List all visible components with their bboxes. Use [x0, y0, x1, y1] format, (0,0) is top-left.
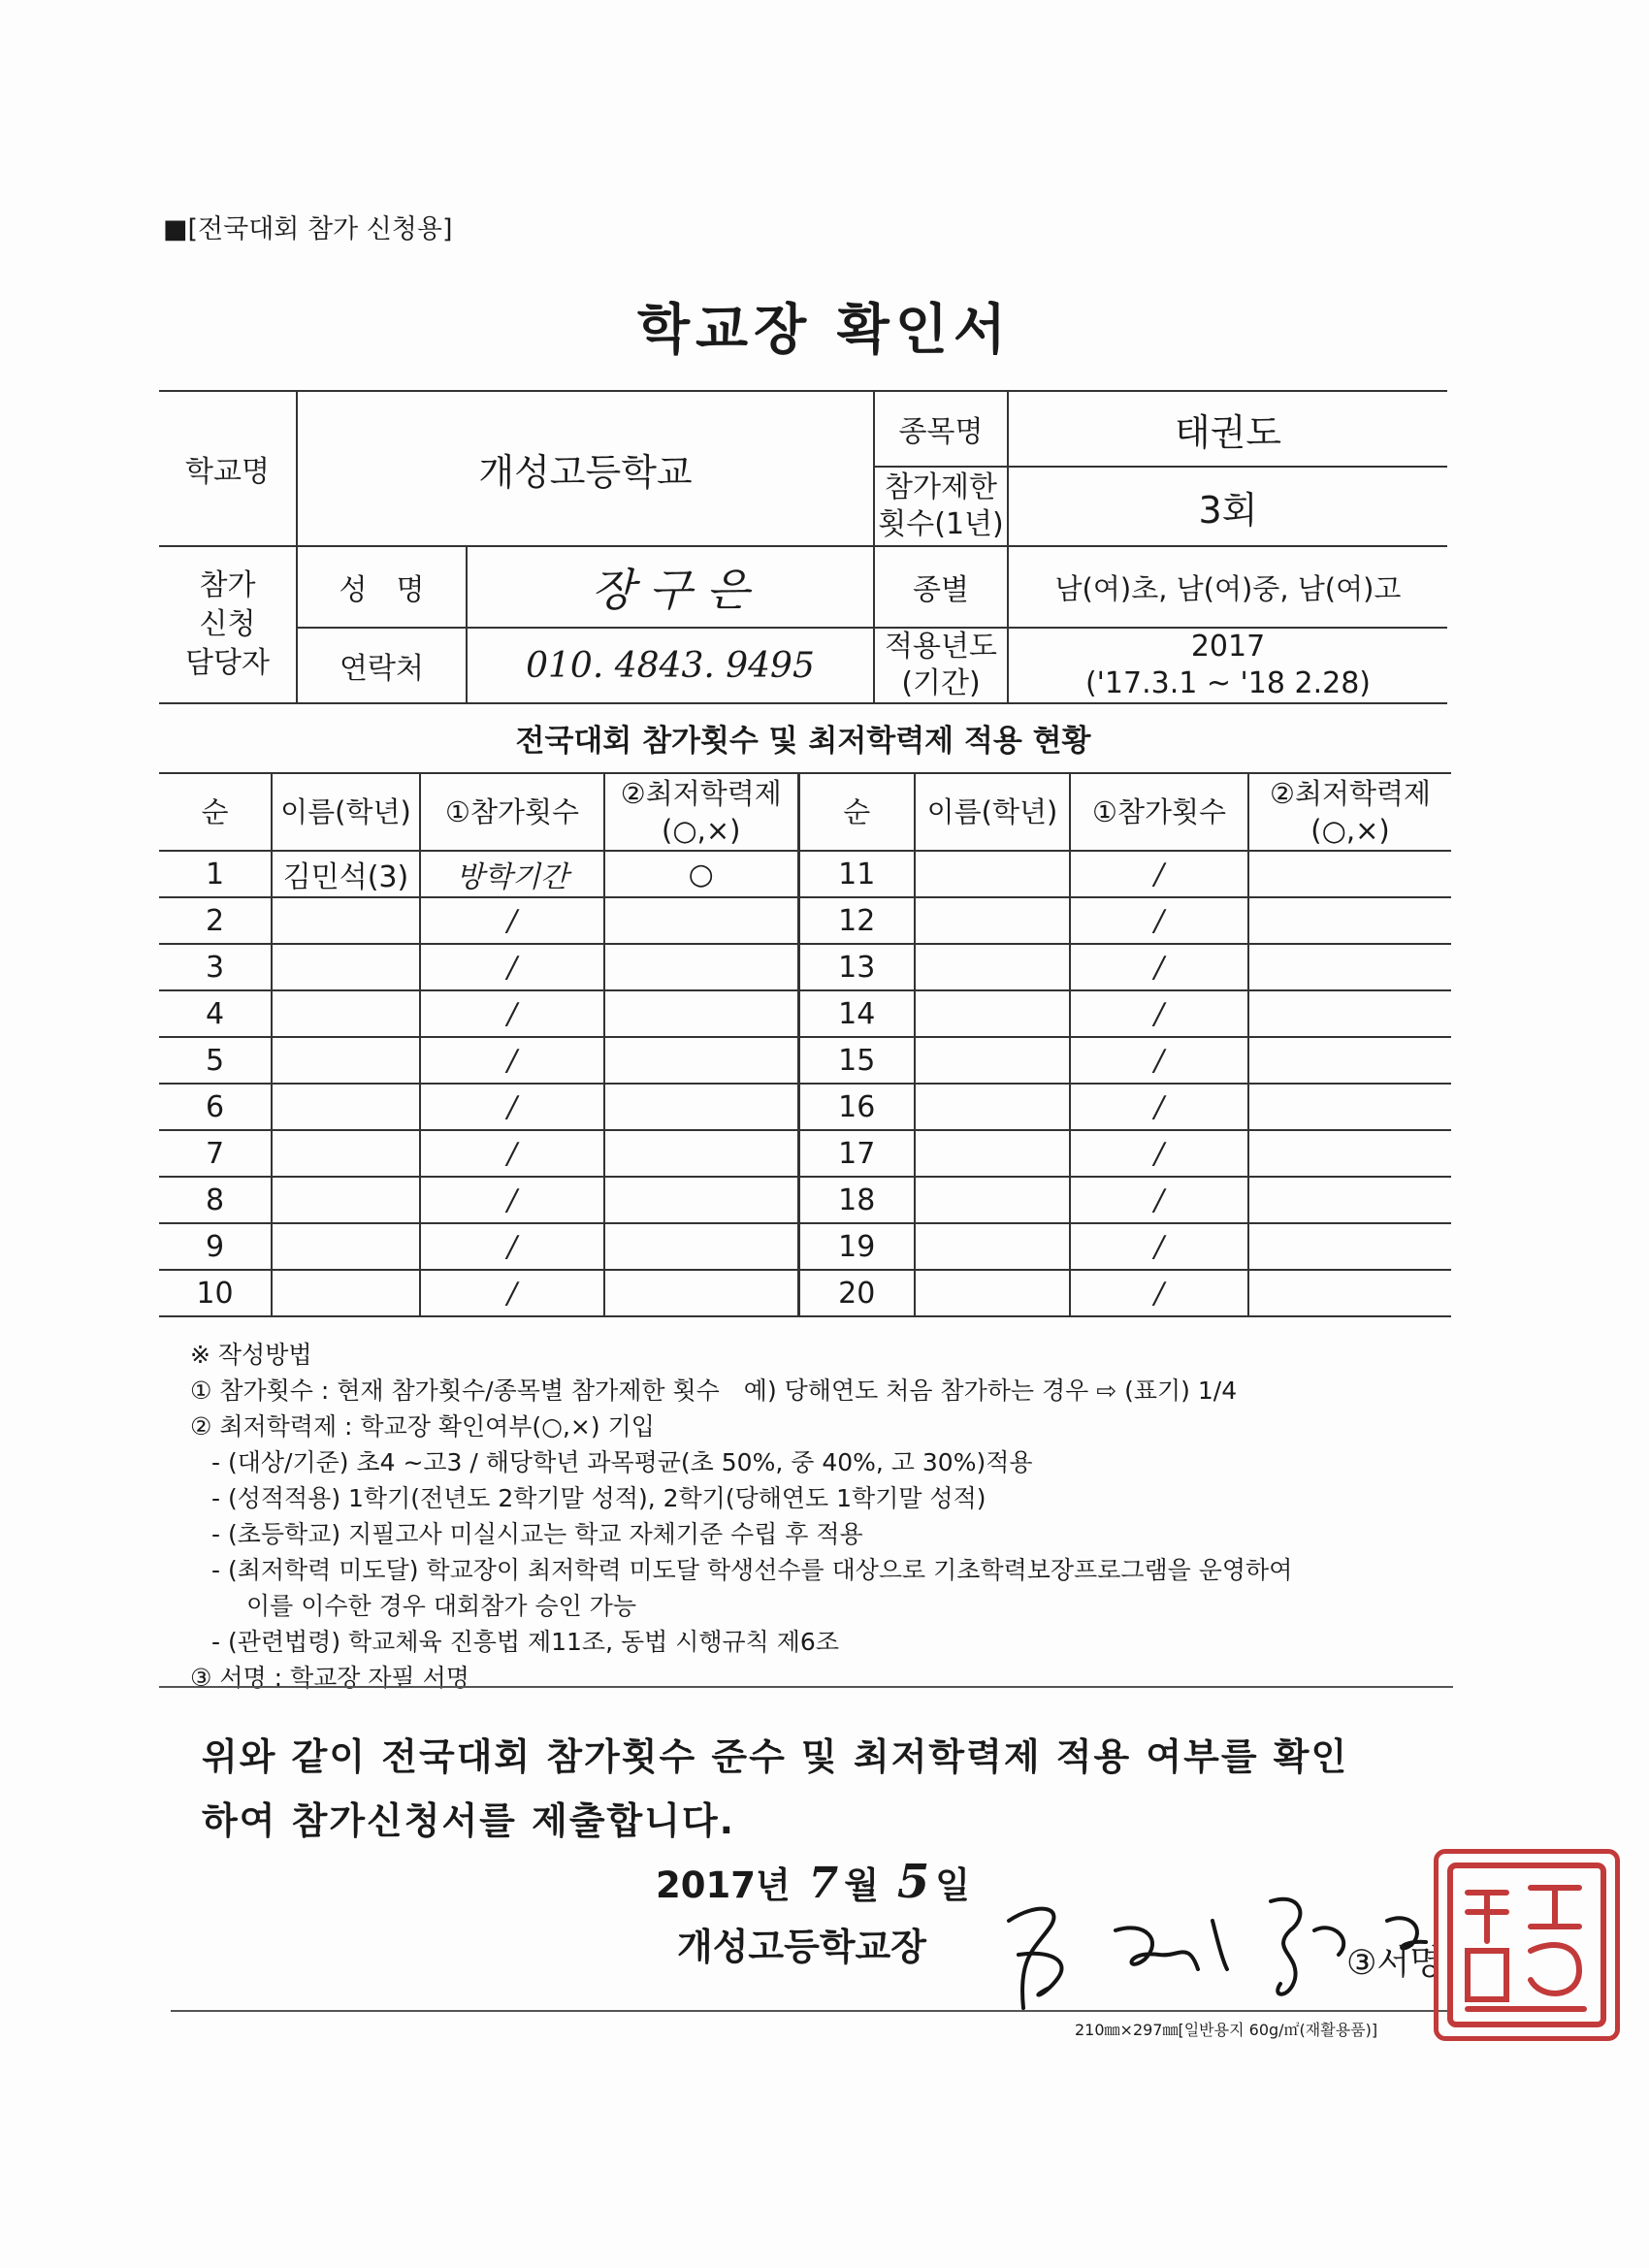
principal-title: 개성고등학교장 — [677, 1926, 926, 1968]
row-no-left: 2 — [159, 897, 272, 944]
event-label: 종목명 — [874, 391, 1008, 467]
row-min-left — [604, 897, 798, 944]
divider — [159, 1686, 1453, 1688]
row-name-left — [272, 1037, 420, 1084]
row-count-left: / — [420, 1130, 604, 1177]
name-label: 성 명 — [297, 546, 467, 628]
header-count-right: ①참가횟수 — [1070, 773, 1248, 851]
row-no-left: 1 — [159, 851, 272, 897]
row-count-left: / — [420, 1084, 604, 1130]
row-no-right: 11 — [798, 851, 915, 897]
header-name-left: 이름(학년) — [272, 773, 420, 851]
row-no-right: 17 — [798, 1130, 915, 1177]
row-no-right: 16 — [798, 1084, 915, 1130]
row-name-left: 김민석(3) — [272, 851, 420, 897]
info-table — [159, 390, 1447, 704]
row-name-left — [272, 1084, 420, 1130]
table-row — [159, 1177, 1451, 1223]
instruction-line: - (초등학교) 지필고사 미실시교는 학교 자체기준 수립 후 적용 — [211, 1520, 863, 1548]
row-count-left: / — [420, 1037, 604, 1084]
instruction-line: - (관련법령) 학교체육 진흥법 제11조, 동법 시행규칙 제6조 — [211, 1628, 839, 1656]
table-row — [159, 1037, 1451, 1084]
contact-label: 연락처 — [297, 628, 467, 703]
row-name-right — [915, 851, 1070, 897]
header-min-left-line1: ②최저학력제 — [620, 777, 782, 810]
paper-spec-text: 210㎜×297㎜[일반용지 60g/㎡(재활용품)] — [1075, 2021, 1378, 2039]
row-name-right — [915, 1177, 1070, 1223]
row-min-left — [604, 1177, 798, 1223]
row-no-left: 5 — [159, 1037, 272, 1084]
statement-line1: 위와 같이 전국대회 참가횟수 준수 및 최저학력제 적용 여부를 확인 — [202, 1735, 1349, 1778]
row-name-right — [915, 1037, 1070, 1084]
category-value: 남(여)초, 남(여)중, 남(여)고 — [1008, 546, 1447, 628]
row-count-left: / — [420, 1177, 604, 1223]
row-name-right — [915, 1270, 1070, 1316]
instruction-line: ③ 서명 : 학교장 자필 서명 — [190, 1664, 469, 1692]
status-section-title: 전국대회 참가횟수 및 최저학력제 적용 현황 — [515, 724, 1091, 759]
row-no-right: 13 — [798, 944, 915, 990]
row-no-left: 3 — [159, 944, 272, 990]
status-table — [159, 772, 1451, 1317]
header-min-left — [604, 773, 798, 851]
row-min-right — [1248, 990, 1451, 1037]
row-name-right — [915, 1084, 1070, 1130]
row-name-left — [272, 990, 420, 1037]
applicant-label-line3: 담당자 — [185, 646, 270, 680]
row-min-right — [1248, 1037, 1451, 1084]
row-min-left — [604, 1130, 798, 1177]
row-name-right — [915, 1223, 1070, 1270]
header-min-left-line2: (○,×) — [662, 814, 741, 847]
period-label-line2: (기간) — [901, 666, 981, 700]
row-min-right — [1248, 851, 1451, 897]
period-label — [874, 628, 1008, 703]
applicant-label-line1: 참가 — [199, 568, 256, 602]
row-name-right — [915, 1130, 1070, 1177]
row-count-right: / — [1070, 944, 1248, 990]
row-min-left — [604, 990, 798, 1037]
row-no-left: 9 — [159, 1223, 272, 1270]
date-month-handwritten: 7 — [808, 1859, 839, 1908]
date-day-handwritten: 5 — [896, 1855, 930, 1909]
header-no-left: 순 — [159, 773, 272, 851]
instruction-line: - (대상/기준) 초4 ~고3 / 해당학년 과목평균(초 50%, 중 40%, 고 30%)적용 — [211, 1448, 1033, 1476]
row-name-left — [272, 1270, 420, 1316]
event-value: 태권도 — [1008, 391, 1447, 467]
row-count-right: / — [1070, 1223, 1248, 1270]
row-count-right: / — [1070, 1130, 1248, 1177]
row-min-left — [604, 1037, 798, 1084]
applicant-label — [159, 546, 297, 703]
header-name-right: 이름(학년) — [915, 773, 1070, 851]
row-name-left — [272, 897, 420, 944]
instructions — [190, 1337, 1461, 1696]
row-count-right: / — [1070, 897, 1248, 944]
table-row — [159, 851, 1451, 897]
table-row — [159, 897, 1451, 944]
header-min-right — [1248, 773, 1451, 851]
row-name-right — [915, 897, 1070, 944]
table-row — [159, 1084, 1451, 1130]
official-seal — [1434, 1849, 1620, 2041]
row-name-right — [915, 944, 1070, 990]
limit-label-line2: 횟수(1년) — [878, 507, 1004, 541]
form-type-label: ■[전국대회 참가 신청용] — [163, 214, 453, 244]
date-day-unit: 일 — [935, 1864, 971, 1906]
signature-label: ③서명 — [1346, 1944, 1442, 1983]
row-min-left — [604, 944, 798, 990]
row-no-right: 15 — [798, 1037, 915, 1084]
row-name-right — [915, 990, 1070, 1037]
header-min-right-line2: (○,×) — [1310, 814, 1390, 847]
header-no-right: 순 — [798, 773, 915, 851]
row-min-right — [1248, 1130, 1451, 1177]
row-no-left: 10 — [159, 1270, 272, 1316]
row-name-left — [272, 1130, 420, 1177]
row-count-left: / — [420, 1270, 604, 1316]
row-min-right — [1248, 1270, 1451, 1316]
row-no-right: 14 — [798, 990, 915, 1037]
document-title: 학교장 확인서 — [636, 299, 1013, 362]
row-count-left: / — [420, 897, 604, 944]
instruction-line: - (최저학력 미도달) 학교장이 최저학력 미도달 학생선수를 대상으로 기초학력보장프로그램을 운영하여 — [211, 1556, 1293, 1584]
limit-label-line1: 참가제한 — [885, 470, 997, 504]
row-name-left — [272, 1177, 420, 1223]
date-line — [656, 1855, 970, 1909]
period-range: ('17.3.1 ~ '18 2.28) — [1084, 666, 1372, 700]
category-label: 종별 — [874, 546, 1008, 628]
row-min-right — [1248, 1223, 1451, 1270]
row-count-right: / — [1070, 990, 1248, 1037]
row-min-left — [604, 1270, 798, 1316]
applicant-name-handwritten: 장 구 은 — [467, 546, 874, 628]
row-name-left — [272, 1223, 420, 1270]
period-label-line1: 적용년도 — [885, 630, 997, 664]
row-no-left: 8 — [159, 1177, 272, 1223]
row-no-right: 19 — [798, 1223, 915, 1270]
row-no-left: 7 — [159, 1130, 272, 1177]
row-count-right: / — [1070, 1177, 1248, 1223]
row-min-right — [1248, 1177, 1451, 1223]
header-count-left: ①참가횟수 — [420, 773, 604, 851]
row-count-right: / — [1070, 1037, 1248, 1084]
table-row — [159, 944, 1451, 990]
row-min-right — [1248, 897, 1451, 944]
period-value — [1008, 628, 1447, 703]
period-year: 2017 — [1190, 630, 1266, 664]
date-month-unit: 월 — [844, 1864, 879, 1906]
row-count-right: / — [1070, 1270, 1248, 1316]
row-count-right: / — [1070, 851, 1248, 897]
date-year: 2017년 — [656, 1864, 791, 1906]
limit-value: 3회 — [1008, 467, 1447, 546]
table-row — [159, 990, 1451, 1037]
row-min-right — [1248, 944, 1451, 990]
row-min-left — [604, 1084, 798, 1130]
row-min-left — [604, 1223, 798, 1270]
confirmation-statement — [202, 1725, 1453, 1853]
table-row — [159, 1130, 1451, 1177]
row-no-right: 18 — [798, 1177, 915, 1223]
contact-handwritten: 010. 4843. 9495 — [467, 628, 874, 703]
instruction-line: - (성적적용) 1학기(전년도 2학기말 성적), 2학기(당해연도 1학기말 성적) — [211, 1484, 986, 1512]
row-no-left: 6 — [159, 1084, 272, 1130]
row-no-right: 20 — [798, 1270, 915, 1316]
row-no-right: 12 — [798, 897, 915, 944]
table-row — [159, 1223, 1451, 1270]
instructions-heading: ※ 작성방법 — [190, 1341, 312, 1369]
applicant-label-line2: 신청 — [199, 607, 256, 641]
row-name-left — [272, 944, 420, 990]
row-no-left: 4 — [159, 990, 272, 1037]
school-name: 개성고등학교 — [297, 391, 874, 546]
header-min-right-line1: ②최저학력제 — [1269, 777, 1432, 810]
row-count-left: 방학기간 — [420, 851, 604, 897]
instruction-line: ② 최저학력제 : 학교장 확인여부(○,×) 기입 — [190, 1412, 655, 1441]
row-min-left: ○ — [604, 851, 798, 897]
statement-line2: 하여 참가신청서를 제출합니다. — [202, 1799, 736, 1842]
instruction-line: ① 참가횟수 : 현재 참가횟수/종목별 참가제한 횟수 예) 당해연도 처음 참가하는 경우 ⇨ (표기) 1/4 — [190, 1377, 1238, 1405]
table-row — [159, 1270, 1451, 1316]
row-count-left: / — [420, 990, 604, 1037]
instruction-line: 이를 이수한 경우 대회참가 승인 가능 — [246, 1592, 636, 1620]
divider — [171, 2010, 1453, 2012]
row-count-left: / — [420, 1223, 604, 1270]
row-count-left: / — [420, 944, 604, 990]
row-count-right: / — [1070, 1084, 1248, 1130]
limit-label — [874, 467, 1008, 546]
school-label: 학교명 — [159, 391, 297, 546]
row-min-right — [1248, 1084, 1451, 1130]
